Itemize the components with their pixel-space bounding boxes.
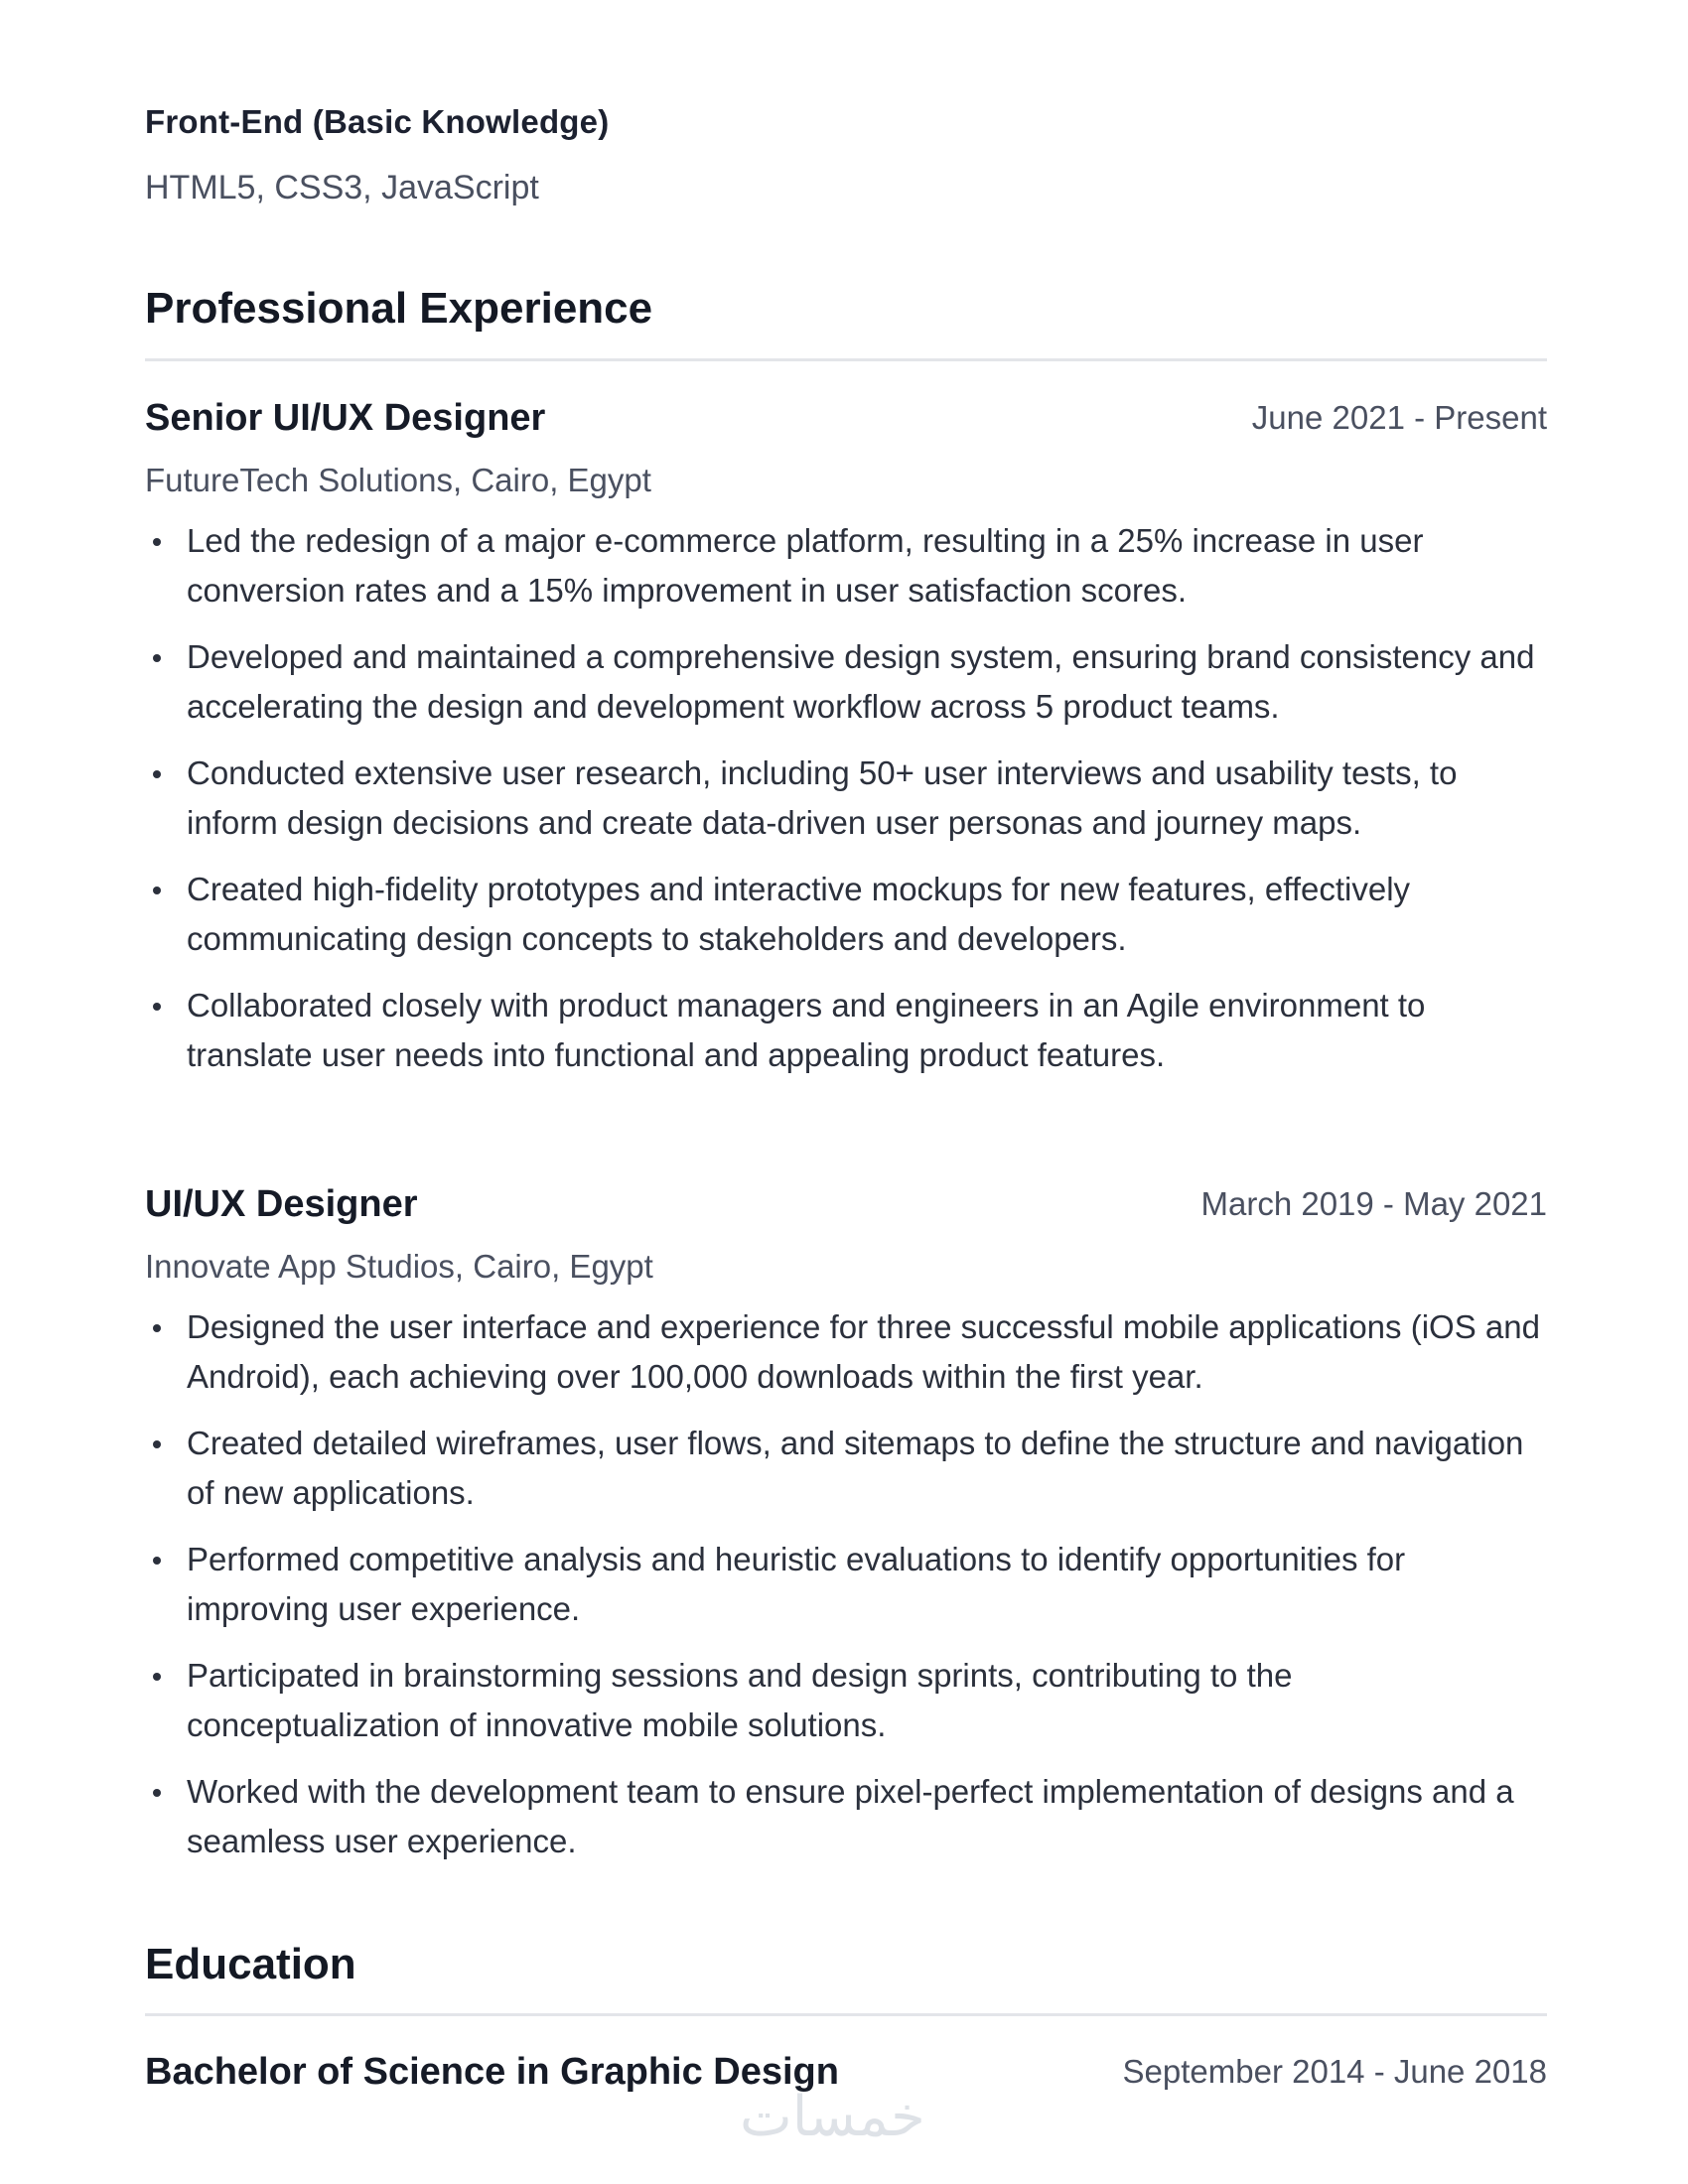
job-bullet-text: Developed and maintained a comprehensive design system, ensuring brand consistency and accelerating the design and development workflow across 5 product teams. — [187, 638, 1535, 725]
bullet-dot-icon — [153, 538, 161, 546]
job-entry — [145, 1183, 1547, 1883]
job-header — [145, 397, 1547, 453]
job-entry — [145, 397, 1547, 1097]
skill-category-title: Front-End (Basic Knowledge) — [145, 103, 610, 140]
job-bullet-text: Performed competitive analysis and heuristic evaluations to identify opportunities for improving user experience. — [187, 1541, 1406, 1627]
bullet-dot-icon — [153, 1557, 161, 1565]
job-bullet-list — [145, 1302, 1547, 1866]
job-title: Senior UI/UX Designer — [145, 397, 546, 439]
education-degree: Bachelor of Science in Graphic Design — [145, 2051, 839, 2093]
job-bullet — [145, 1535, 1547, 1634]
job-bullet-text: Led the redesign of a major e-commerce platform, resulting in a 25% increase in user conversion rates and a 15% improvement in user satisfaction scores. — [187, 522, 1424, 609]
bullet-dot-icon — [153, 887, 161, 894]
bullet-dot-icon — [153, 1673, 161, 1681]
section-title-education: Education — [145, 1940, 356, 1988]
job-bullet — [145, 516, 1547, 615]
skill-category-items: HTML5, CSS3, JavaScript — [145, 169, 539, 206]
job-bullet-text: Created detailed wireframes, user flows, and sitemaps to define the structure and navigation of new applications. — [187, 1425, 1524, 1511]
job-title: UI/UX Designer — [145, 1183, 418, 1225]
bullet-dot-icon — [153, 1003, 161, 1011]
job-bullet-text: Participated in brainstorming sessions and design sprints, contributing to the conceptualization of innovative mobile solutions. — [187, 1657, 1293, 1743]
job-company: Innovate App Studios, Cairo, Egypt — [145, 1248, 653, 1285]
job-bullet-text: Collaborated closely with product managers and engineers in an Agile environment to translate user needs into functional and appealing product features. — [187, 987, 1426, 1073]
job-bullet-text: Conducted extensive user research, including 50+ user interviews and usability tests, to inform design decisions and create data-driven user personas and journey maps. — [187, 754, 1458, 841]
bullet-dot-icon — [153, 770, 161, 778]
job-dates: March 2019 - May 2021 — [1200, 1185, 1547, 1222]
job-bullet — [145, 981, 1547, 1080]
bullet-dot-icon — [153, 1789, 161, 1797]
job-bullet — [145, 749, 1547, 848]
job-bullet — [145, 1419, 1547, 1518]
job-bullet — [145, 865, 1547, 964]
job-bullet — [145, 1651, 1547, 1750]
section-divider — [145, 358, 1547, 361]
job-bullet — [145, 632, 1547, 732]
job-dates: June 2021 - Present — [1251, 399, 1547, 436]
job-bullet-text: Designed the user interface and experience for three successful mobile applications (iOS and Android), each achieving over 100,000 downloads within the first year. — [187, 1308, 1540, 1395]
watermark-logo: خمسات — [740, 2085, 925, 2149]
section-divider — [145, 2013, 1547, 2016]
bullet-dot-icon — [153, 1440, 161, 1448]
job-header — [145, 1183, 1547, 1239]
bullet-dot-icon — [153, 654, 161, 662]
job-bullet-text: Worked with the development team to ensure pixel-perfect implementation of designs and a seamless user experience. — [187, 1773, 1514, 1859]
bullet-dot-icon — [153, 1324, 161, 1332]
job-company: FutureTech Solutions, Cairo, Egypt — [145, 462, 651, 498]
job-bullet — [145, 1302, 1547, 1402]
job-bullet-text: Created high-fidelity prototypes and interactive mockups for new features, effectively communicating design concepts to stakeholders and developers. — [187, 871, 1411, 957]
job-bullet-list — [145, 516, 1547, 1080]
section-title-experience: Professional Experience — [145, 284, 653, 333]
job-bullet — [145, 1767, 1547, 1866]
education-dates: September 2014 - June 2018 — [1122, 2053, 1547, 2090]
